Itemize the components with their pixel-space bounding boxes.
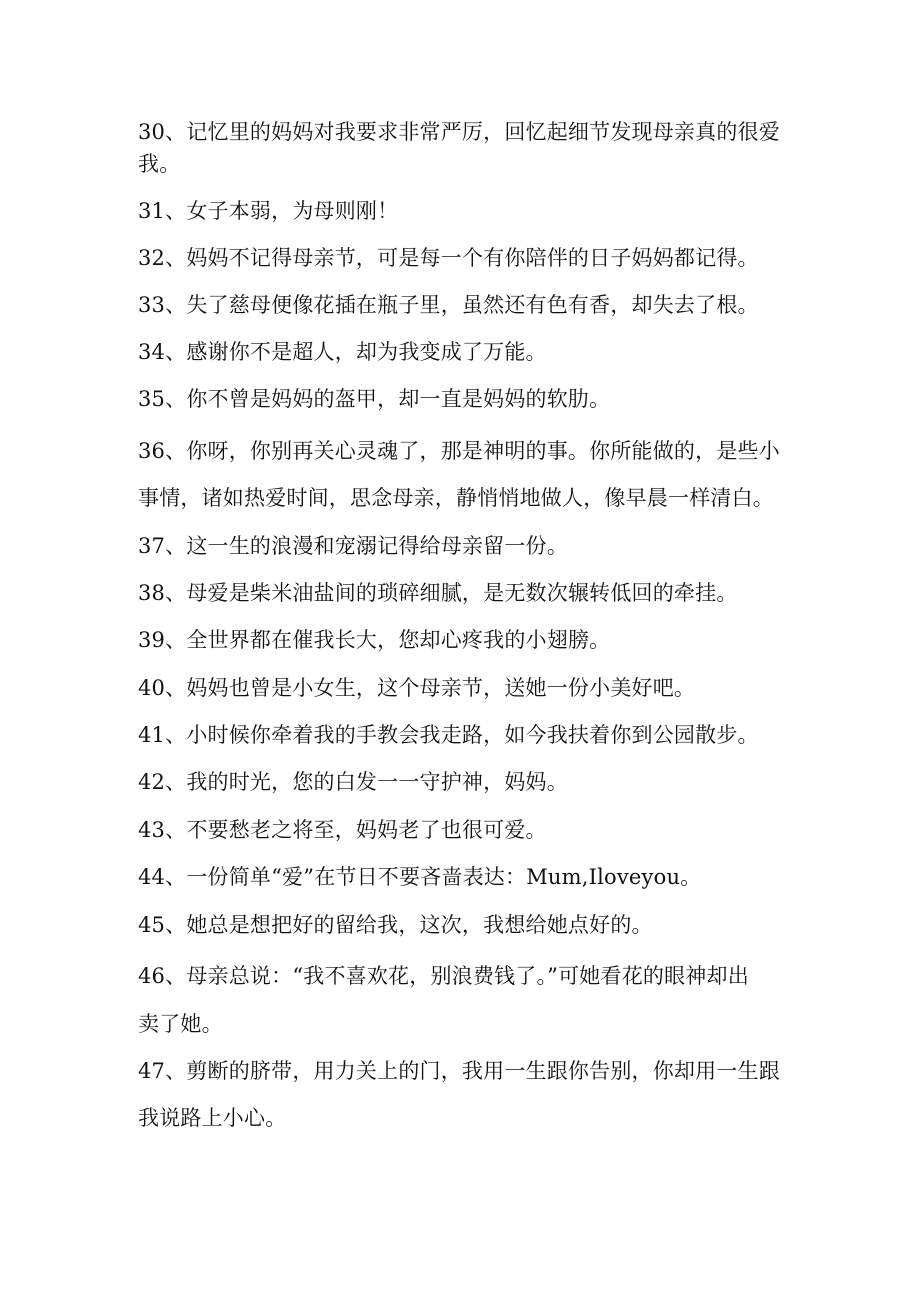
- text-line: 31、女子本弱，为母则刚！: [138, 199, 399, 223]
- text-line: 43、不要愁老之将至，妈妈老了也很可爱。: [138, 818, 547, 842]
- text-line: 41、小时候你牵着我的手教会我走路，如今我扶着你到公园散步。: [138, 723, 759, 747]
- text-line: 44、一份简单“爱”在节日不要吝啬表达：Mum,Iloveyou。: [138, 865, 702, 889]
- text-line: 32、妈妈不记得母亲节，可是每一个有你陪伴的日子妈妈都记得。: [138, 246, 759, 270]
- text-line: 34、感谢你不是超人，却为我变成了万能。: [138, 340, 547, 364]
- text-line: 我。: [138, 152, 181, 176]
- text-line: 我说路上小心。: [138, 1106, 287, 1130]
- text-line: 35、你不曾是妈妈的盔甲，却一直是妈妈的软肋。: [138, 387, 611, 411]
- text-line: 33、失了慈母便像花插在瓶子里，虽然还有色有香，却失去了根。: [138, 293, 759, 317]
- text-line: 42、我的时光，您的白发一一守护神，妈妈。: [138, 770, 568, 794]
- text-line: 47、剪断的脐带，用力关上的门，我用一生跟你告别，你却用一生跟: [138, 1059, 780, 1083]
- text-line: 46、母亲总说：“我不喜欢花，别浪费钱了。”可她看花的眼神却出: [138, 964, 749, 988]
- text-line: 卖了她。: [138, 1012, 223, 1036]
- text-line: 事情，诸如热爱时间，思念母亲，静悄悄地做人，像早晨一样清白。: [138, 486, 774, 510]
- text-line: 39、全世界都在催我长大，您却心疼我的小翅膀。: [138, 628, 611, 652]
- text-line: 38、母爱是柴米油盐间的琐碎细腻，是无数次辗转低回的牵挂。: [138, 581, 738, 605]
- text-line: 30、记忆里的妈妈对我要求非常严厉，回忆起细节发现母亲真的很爱: [138, 120, 780, 144]
- text-line: 40、妈妈也曾是小女生，这个母亲节，送她一份小美好吧。: [138, 676, 696, 700]
- text-line: 45、她总是想把好的留给我，这次，我想给她点好的。: [138, 913, 653, 937]
- text-line: 36、你呀，你别再关心灵魂了，那是神明的事。你所能做的，是些小: [138, 439, 780, 463]
- text-line: 37、这一生的浪漫和宠溺记得给母亲留一份。: [138, 534, 568, 558]
